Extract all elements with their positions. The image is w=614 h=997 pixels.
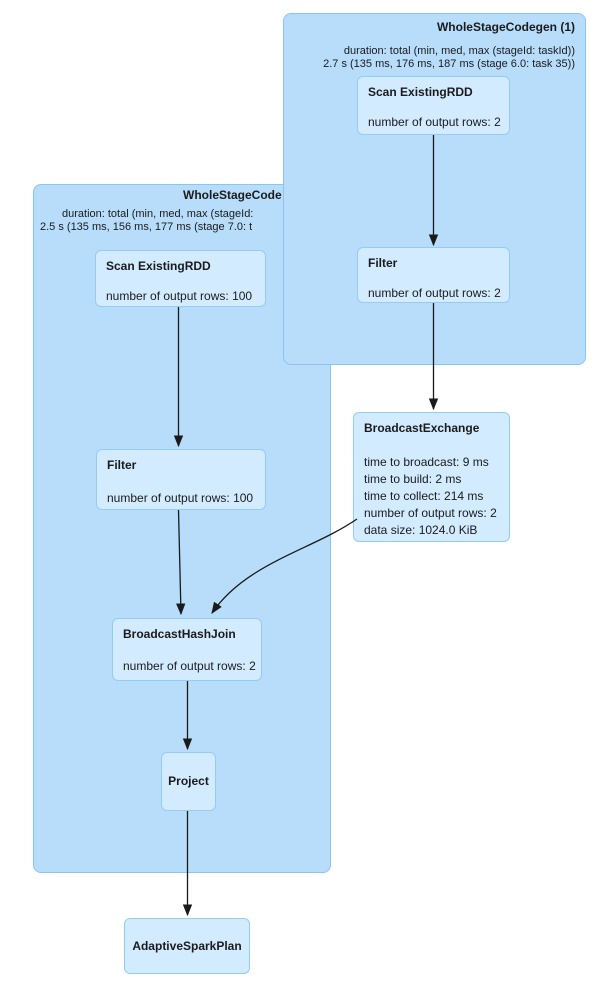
node-metrics bbox=[364, 454, 499, 539]
node-scan-existingrdd-right[interactable] bbox=[357, 76, 510, 135]
cluster-title: WholeStageCode bbox=[183, 188, 282, 202]
metric-output-rows: number of output rows: 2 bbox=[364, 506, 497, 520]
node-title: AdaptiveSparkPlan bbox=[132, 938, 242, 953]
node-title: Project bbox=[168, 774, 209, 788]
metric-time-to-broadcast: time to broadcast: 9 ms bbox=[364, 455, 489, 469]
cluster-duration-line2: 2.7 s (135 ms, 176 ms, 187 ms (stage 6.0: task 35)) bbox=[323, 58, 575, 70]
node-filter-right[interactable] bbox=[357, 247, 510, 303]
node-title: BroadcastHashJoin bbox=[123, 627, 236, 641]
cluster-duration-line2: 2.5 s (135 ms, 156 ms, 177 ms (stage 7.0: t bbox=[40, 221, 253, 233]
node-broadcast-hash-join[interactable] bbox=[112, 618, 262, 681]
node-title: BroadcastExchange bbox=[364, 421, 480, 435]
cluster-duration-line1: duration: total (min, med, max (stageId: taskId)) bbox=[343, 45, 575, 57]
node-metric: number of output rows: 2 bbox=[368, 115, 501, 129]
node-title: Scan ExistingRDD bbox=[368, 85, 473, 99]
node-title: Scan ExistingRDD bbox=[106, 259, 211, 273]
node-title: Filter bbox=[107, 458, 137, 472]
node-metric: number of output rows: 100 bbox=[106, 289, 253, 303]
cluster-label-block bbox=[323, 20, 575, 71]
cluster-wholestagecodegen-1 bbox=[283, 13, 586, 365]
cluster-duration bbox=[323, 45, 575, 71]
node-scan-existingrdd-left[interactable] bbox=[95, 250, 266, 307]
node-project[interactable] bbox=[161, 752, 216, 811]
node-metric: number of output rows: 100 bbox=[107, 491, 254, 505]
metric-time-to-collect: time to collect: 214 ms bbox=[364, 489, 484, 503]
cluster-duration-line1: duration: total (min, med, max (stageId: bbox=[62, 208, 254, 220]
node-metric: number of output rows: 2 bbox=[123, 659, 256, 673]
node-broadcast-exchange[interactable] bbox=[353, 412, 510, 542]
node-metric: number of output rows: 2 bbox=[368, 286, 501, 300]
metric-data-size: data size: 1024.0 KiB bbox=[364, 523, 478, 537]
cluster-title: WholeStageCodegen (1) bbox=[436, 20, 575, 34]
node-title: Filter bbox=[368, 256, 398, 270]
node-filter-left[interactable] bbox=[96, 449, 266, 510]
metric-time-to-build: time to build: 2 ms bbox=[364, 472, 462, 486]
node-adaptive-spark-plan[interactable] bbox=[124, 918, 250, 974]
